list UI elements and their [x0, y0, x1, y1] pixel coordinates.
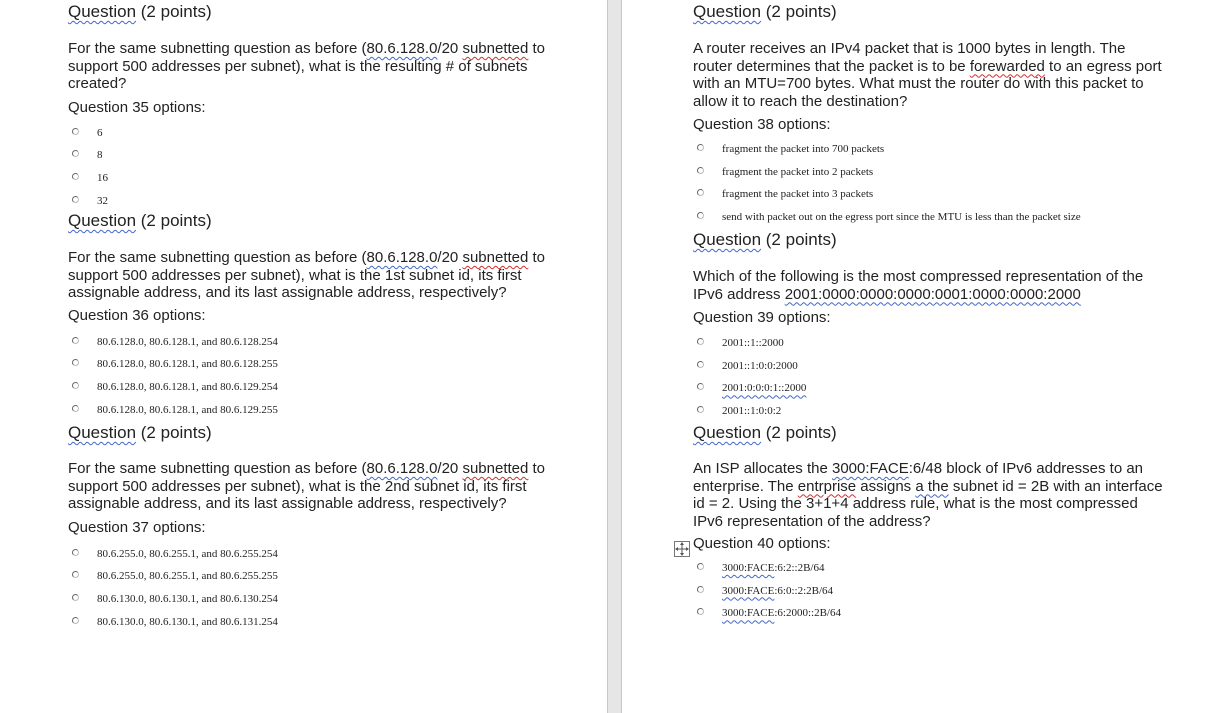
question-36 [68, 211, 548, 421]
radio-button[interactable] [72, 337, 79, 344]
option-row[interactable] [693, 580, 1168, 603]
option-row[interactable] [693, 138, 1168, 161]
radio-button[interactable] [72, 128, 79, 135]
question-heading [693, 2, 1168, 24]
option-label: 80.6.130.0, 80.6.130.1, and 80.6.131.254 [97, 615, 278, 628]
option-row[interactable] [693, 355, 1168, 378]
option-label: 80.6.130.0, 80.6.130.1, and 80.6.130.254 [97, 592, 278, 605]
radio-button[interactable] [697, 563, 704, 570]
question-text: A router receives an IPv4 packet that is 1000 bytes in length. The router determines that the packet is to be forewarded to an egress port with an MTU=700 bytes. What must the router do with this packet to allow it to reach the destination? [693, 40, 1162, 110]
question-39 [693, 230, 1168, 423]
question-text: An ISP allocates the 3000:FACE:6/48 block of IPv6 addresses to an enterprise. The entrprise assigns a the subnet id = 2B with an interface id = 2. Using the 3+1+4 address rule, what is the most compressed IPv6 representation of the address? [693, 460, 1163, 530]
radio-button[interactable] [697, 608, 704, 615]
radio-button[interactable] [697, 144, 704, 151]
question-text: For the same subnetting question as before (80.6.128.0/20 subnetted to support 500 addresses per subnet), what is the 1st subnet id, its first assignable address, and its last assignable address, respectively? [68, 249, 546, 301]
radio-button[interactable] [72, 196, 79, 203]
question-heading [68, 423, 548, 445]
option-label: 16 [97, 171, 108, 184]
option-label: 2001:0:0:0:1::2000 [722, 382, 807, 395]
radio-button[interactable] [697, 338, 704, 345]
radio-button[interactable] [697, 189, 704, 196]
radio-button[interactable] [72, 617, 79, 624]
option-label: 2001::1:0:0:2 [722, 405, 782, 418]
option-row[interactable] [693, 206, 1168, 229]
option-label: 6 [97, 126, 103, 139]
question-title: Question [68, 2, 137, 21]
option-row[interactable] [68, 122, 548, 145]
option-label: fragment the packet into 2 packets [722, 165, 874, 178]
option-row[interactable] [693, 377, 1168, 400]
question-40 [693, 423, 1168, 625]
option-label: 8 [97, 149, 103, 162]
options-label: Question 40 options: [693, 535, 831, 552]
option-row[interactable] [68, 588, 548, 611]
option-label: 2001::1:0:0:2000 [722, 359, 798, 372]
option-row[interactable] [68, 331, 548, 354]
radio-button[interactable] [72, 549, 79, 556]
radio-button[interactable] [697, 361, 704, 368]
question-35 [68, 2, 548, 212]
question-text: For the same subnetting question as before (80.6.128.0/20 subnetted to support 500 addresses per subnet), what is the resulting # of subnets created? [68, 40, 546, 92]
option-row[interactable] [693, 400, 1168, 423]
radio-button[interactable] [72, 571, 79, 578]
radio-button[interactable] [697, 383, 704, 390]
page-divider [607, 0, 622, 713]
question-points: (2 points) [761, 423, 837, 442]
question-title: Question [693, 230, 762, 249]
question-heading [693, 230, 1168, 252]
option-label: 80.6.128.0, 80.6.128.1, and 80.6.129.255 [97, 403, 278, 416]
option-row[interactable] [68, 611, 548, 634]
radio-button[interactable] [72, 594, 79, 601]
option-label: fragment the packet into 3 packets [722, 188, 874, 201]
option-row[interactable] [68, 399, 548, 422]
question-heading [68, 2, 548, 24]
question-title: Question [68, 423, 137, 442]
question-37 [68, 423, 548, 633]
option-row[interactable] [68, 144, 548, 167]
option-label: 80.6.128.0, 80.6.128.1, and 80.6.129.254 [97, 380, 278, 393]
radio-button[interactable] [697, 167, 704, 174]
radio-button[interactable] [697, 586, 704, 593]
radio-button[interactable] [72, 405, 79, 412]
question-points: (2 points) [761, 2, 837, 21]
question-heading [693, 423, 1168, 445]
move-arrows-icon [675, 542, 689, 556]
option-label: 80.6.255.0, 80.6.255.1, and 80.6.255.254 [97, 547, 278, 560]
option-row[interactable] [68, 543, 548, 566]
option-label: 3000:FACE:6:2::2B/64 [722, 562, 825, 574]
option-label: 80.6.128.0, 80.6.128.1, and 80.6.128.255 [97, 358, 278, 371]
radio-button[interactable] [697, 212, 704, 219]
question-title: Question [68, 211, 137, 230]
option-row[interactable] [693, 557, 1168, 580]
option-row[interactable] [68, 353, 548, 376]
option-label: 32 [97, 194, 108, 207]
option-label: send with packet out on the egress port since the MTU is less than the packet size [722, 211, 1081, 224]
option-row[interactable] [68, 190, 548, 213]
option-row[interactable] [68, 565, 548, 588]
question-title: Question [693, 423, 762, 442]
question-points: (2 points) [761, 230, 837, 249]
question-points: (2 points) [136, 2, 212, 21]
option-row[interactable] [693, 161, 1168, 184]
option-row[interactable] [693, 602, 1168, 625]
move-icon[interactable] [674, 541, 690, 557]
options-label: Question 38 options: [693, 116, 831, 133]
radio-button[interactable] [72, 382, 79, 389]
radio-button[interactable] [72, 150, 79, 157]
question-text: Which of the following is the most compressed representation of the IPv6 address 2001:0000:0000:0000:0001:0000:0000:2000 [693, 268, 1144, 303]
option-label: fragment the packet into 700 packets [722, 143, 885, 155]
options-label: Question 39 options: [693, 309, 831, 326]
option-label: 2001::1::2000 [722, 337, 784, 349]
question-points: (2 points) [136, 423, 212, 442]
radio-button[interactable] [697, 406, 704, 413]
question-heading [68, 211, 548, 233]
option-row[interactable] [68, 376, 548, 399]
radio-button[interactable] [72, 359, 79, 366]
question-text: For the same subnetting question as before (80.6.128.0/20 subnetted to support 500 addresses per subnet), what is the 2nd subnet id, its first assignable address, and its last assignable address, respectively? [68, 460, 546, 512]
question-title: Question [693, 2, 762, 21]
radio-button[interactable] [72, 173, 79, 180]
option-row[interactable] [693, 332, 1168, 355]
option-label: 80.6.255.0, 80.6.255.1, and 80.6.255.255 [97, 570, 278, 583]
options-label: Question 36 options: [68, 306, 206, 324]
options-label: Question 35 options: [68, 98, 206, 116]
option-row[interactable] [68, 167, 548, 190]
option-label: 3000:FACE:6:0::2:2B/64 [722, 584, 834, 597]
options-label: Question 37 options: [68, 518, 206, 536]
option-label: 80.6.128.0, 80.6.128.1, and 80.6.128.254 [97, 335, 278, 348]
question-38 [693, 2, 1168, 229]
option-label: 3000:FACE:6:2000::2B/64 [722, 607, 841, 620]
option-row[interactable] [693, 183, 1168, 206]
question-points: (2 points) [136, 211, 212, 230]
